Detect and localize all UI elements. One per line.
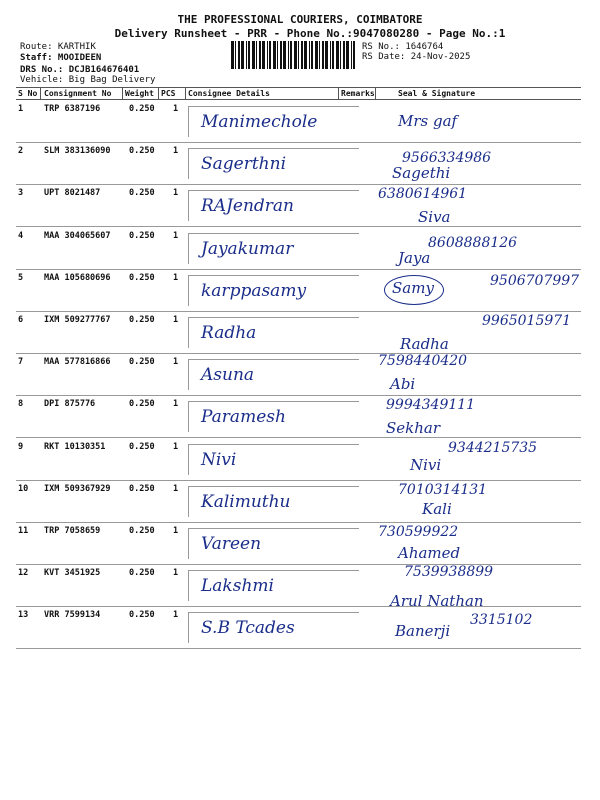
signature-handwritten: Kali (422, 499, 452, 518)
signature-handwritten: Banerji (395, 622, 451, 641)
rs-date: RS Date: 24-Nov-2025 (362, 52, 471, 62)
row-sno: 12 (18, 568, 29, 579)
table-row (16, 395, 581, 438)
row-pcs: 1 (173, 315, 179, 325)
row-sno: 9 (18, 441, 24, 452)
row-consignment-no: UPT 8021487 (44, 188, 101, 199)
signature-handwritten: Siva (418, 208, 451, 227)
signature-handwritten: Ahamed (398, 544, 461, 562)
seal-stamp (384, 275, 444, 305)
col-weight: Weight (125, 89, 154, 98)
col-seal-signature: Seal & Signature (398, 89, 476, 98)
row-pcs: 1 (173, 610, 179, 621)
row-sno: 3 (18, 188, 24, 199)
row-sno: 11 (18, 526, 29, 536)
row-weight: 0.250 (129, 568, 155, 579)
table-row (16, 227, 581, 270)
row-pcs: 1 (173, 441, 179, 452)
signature-handwritten: Samy (392, 278, 434, 297)
row-sno: 5 (18, 272, 24, 283)
consignee-name-handwritten: Kalimuthu (201, 491, 291, 512)
row-consignment-no: MAA 577816866 (44, 357, 111, 368)
consignee-name-handwritten: Nivi (201, 449, 237, 470)
col-divider (338, 88, 339, 99)
row-consignment-no: TRP 7058659 (44, 526, 101, 536)
table-row (16, 606, 581, 649)
vehicle-label: Vehicle: Big Bag Delivery (20, 75, 156, 85)
col-pcs: PCS (161, 89, 176, 98)
row-consignment-no: RKT 10130351 (44, 441, 106, 452)
route-label: Route: KARTHIK (20, 42, 96, 52)
row-weight: 0.250 (129, 526, 155, 536)
signature-handwritten: Jaya (398, 248, 431, 267)
table-row (16, 480, 581, 523)
row-weight: 0.250 (129, 146, 155, 157)
row-weight: 0.250 (129, 315, 155, 325)
phone-number-handwritten: 7010314131 (398, 481, 488, 498)
row-weight: 0.250 (129, 188, 155, 199)
phone-number-handwritten: 730599922 (378, 524, 459, 540)
table-row (16, 522, 581, 565)
row-consignment-no: IXM 509277767 (44, 315, 111, 325)
header-top-rule (16, 87, 581, 88)
phone-number-handwritten: 7539938899 (404, 564, 494, 581)
col-divider (40, 88, 41, 99)
table-row (16, 269, 581, 312)
row-consignment-no: KVT 3451925 (44, 568, 101, 579)
barcode-image (231, 41, 357, 69)
consignee-name-handwritten: Vareen (201, 534, 262, 554)
row-sno: 8 (18, 399, 24, 410)
row-pcs: 1 (173, 399, 179, 410)
row-consignment-no: MAA 105680696 (44, 272, 111, 283)
consignee-name-handwritten: S.B Tcades (201, 618, 295, 639)
table-row (16, 142, 581, 185)
phone-number-handwritten: 9566334986 (402, 150, 492, 167)
col-remarks: Remarks (341, 89, 375, 98)
phone-number-handwritten: 8608888126 (428, 234, 518, 251)
row-consignment-no: MAA 304065607 (44, 230, 111, 241)
row-consignment-no: SLM 383136090 (44, 146, 111, 157)
phone-number-handwritten: 9965015971 (482, 313, 572, 329)
row-pcs: 1 (173, 357, 179, 368)
row-weight: 0.250 (129, 399, 155, 410)
consignee-name-handwritten: Paramesh (201, 407, 286, 428)
row-sno: 1 (18, 104, 24, 114)
signature-handwritten: Abi (390, 375, 416, 394)
phone-number-handwritten: 9994349111 (386, 397, 476, 414)
signature-handwritten: Nivi (410, 455, 442, 474)
row-sno: 6 (18, 315, 24, 325)
row-pcs: 1 (173, 272, 179, 283)
consignee-name-handwritten: Sagerthni (201, 154, 287, 175)
row-weight: 0.250 (129, 610, 155, 621)
row-sno: 4 (18, 230, 24, 241)
phone-number-handwritten: 6380614961 (378, 186, 468, 203)
row-sno: 13 (18, 610, 29, 621)
row-weight: 0.250 (129, 483, 155, 494)
consignee-name-handwritten: Asuna (201, 365, 255, 386)
row-weight: 0.250 (129, 230, 155, 241)
signature-handwritten: Arul Nathan (390, 592, 484, 611)
phone-number-handwritten: 9344215735 (448, 439, 538, 456)
row-sno: 2 (18, 146, 24, 157)
row-consignment-no: VRR 7599134 (44, 610, 101, 621)
phone-number-handwritten: 9506707997 (490, 272, 580, 289)
drs-number: DRS No.: DCJB164676401 (20, 65, 140, 75)
table-row (16, 311, 581, 354)
signature-handwritten: Radha (400, 335, 449, 353)
signature-handwritten: Sagethi (392, 164, 451, 183)
phone-number-handwritten: 7598440420 (378, 353, 468, 370)
col-divider (185, 88, 186, 99)
table-row (16, 564, 581, 611)
table-row (16, 100, 581, 143)
row-pcs: 1 (173, 230, 179, 241)
row-pcs: 1 (173, 483, 179, 494)
col-sno: S No (18, 89, 38, 98)
signature-handwritten: Sekhar (386, 419, 441, 438)
consignee-name-handwritten: karppasamy (201, 280, 307, 301)
row-weight: 0.250 (129, 104, 155, 114)
signature-handwritten: Mrs gaf (398, 112, 458, 130)
row-pcs: 1 (173, 188, 179, 199)
col-consignment: Consignment No (44, 89, 112, 98)
table-row (16, 184, 581, 227)
row-weight: 0.250 (129, 357, 155, 368)
col-divider (158, 88, 159, 99)
staff-label: Staff: MOOIDEEN (20, 53, 102, 63)
row-pcs: 1 (173, 104, 179, 114)
phone-number-handwritten: 3315102 (470, 612, 533, 629)
runsheet-subtitle: Delivery Runsheet - PRR - Phone No.:9047080280 - Page No.:1 (114, 27, 506, 40)
row-weight: 0.250 (129, 441, 155, 452)
consignee-name-handwritten: RAJendran (201, 196, 294, 217)
row-pcs: 1 (173, 526, 179, 536)
table-row (16, 353, 581, 396)
consignee-name-handwritten: Jayakumar (201, 238, 294, 259)
row-pcs: 1 (173, 568, 179, 579)
col-consignee: Consignee Details (188, 89, 270, 98)
table-row (16, 438, 581, 481)
row-sno: 7 (18, 357, 24, 368)
row-weight: 0.250 (129, 272, 155, 283)
col-divider (122, 88, 123, 99)
col-divider (375, 88, 376, 99)
row-consignment-no: TRP 6387196 (44, 104, 101, 114)
consignee-name-handwritten: Lakshmi (201, 576, 274, 597)
row-pcs: 1 (173, 146, 179, 157)
rs-number: RS No.: 1646764 (362, 42, 444, 52)
row-consignment-no: DPI 875776 (44, 399, 96, 410)
row-consignment-no: IXM 509367929 (44, 483, 111, 494)
row-sno: 10 (18, 483, 29, 494)
consignee-name-handwritten: Radha (201, 323, 257, 343)
company-title: THE PROFESSIONAL COURIERS, COIMBATORE (177, 13, 423, 26)
consignee-name-handwritten: Manimechole (201, 112, 318, 132)
